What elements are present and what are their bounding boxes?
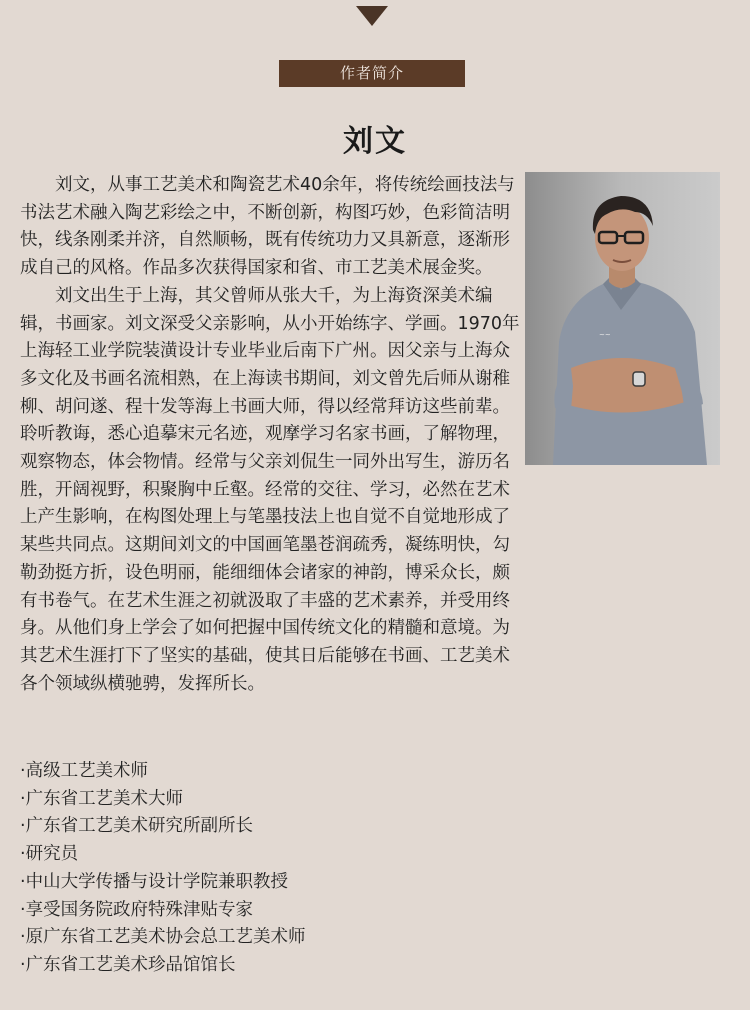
titles-list <box>20 758 720 980</box>
author-name: 刘文 <box>343 124 407 159</box>
list-item: ·广东省工艺美术大师 <box>20 788 184 809</box>
list-item: ·研究员 <box>20 844 79 865</box>
bio-paragraph: 刘文出生于上海，其父曾师从张大千，为上海资深美术编辑，书画家。刘文深受父亲影响，从小开始练字、学画。1970年上海轻工业学院装潢设计专业毕业后南下广州。因父亲与上海众多文化及书画名流相熟，在上海读书期间，刘文曾先后师从谢稚柳、胡问遂、程十发等海上书画大师，得以经常拜访这些前辈。聆听教诲，悉心追摹宋元名迹，观摩学习名家书画，了解物理，观察物态，体会物情。经常与父亲刘侃生一同外出写生，游历名胜，开阔视野，积聚胸中丘壑。经常的交往、学习，必然在艺术上产生影响，在构图处理上与笔墨技法上也自觉不自觉地形成了某些共同点。这期间刘文的中国画笔墨苍润疏秀，凝练明快，勾勒劲挺方折，设色明丽，能细细体会诸家的神韵，博采众长，颇有书卷气。在艺术生涯之初就汲取了丰盛的艺术素养，并受用终身。从他们身上学会了如何把握中国传统文化的精髓和意境。为其艺术生涯打下了坚实的基础，使其日后能够在书画、工艺美术各个领域纵横驰骋，发挥所长。 <box>20 285 520 694</box>
down-arrow-icon <box>356 6 388 26</box>
section-banner: 作者简介 <box>279 60 465 87</box>
list-item: ·广东省工艺美术研究所副所长 <box>20 816 254 837</box>
bio-paragraph: 刘文，从事工艺美术和陶瓷艺术40余年，将传统绘画技法与书法艺术融入陶艺彩绘之中，不断创新，构图巧妙，色彩简洁明快，线条刚柔并济，自然顺畅，既有传统功力又具新意，逐渐形成自己的风格。作品多次获得国家和省、市工艺美术展金奖。 <box>20 175 515 279</box>
list-item: ·高级工艺美术师 <box>20 761 149 781</box>
author-biography <box>20 172 520 698</box>
list-item: ·广东省工艺美术珍品馆馆长 <box>20 954 236 975</box>
list-item: ·原广东省工艺美术协会总工艺美术师 <box>20 927 306 948</box>
list-item: ·享受国务院政府特殊津贴专家 <box>20 899 254 920</box>
svg-text:~~: ~~ <box>599 331 611 339</box>
author-portrait <box>525 172 720 465</box>
list-item: ·中山大学传播与设计学院兼职教授 <box>20 871 289 892</box>
